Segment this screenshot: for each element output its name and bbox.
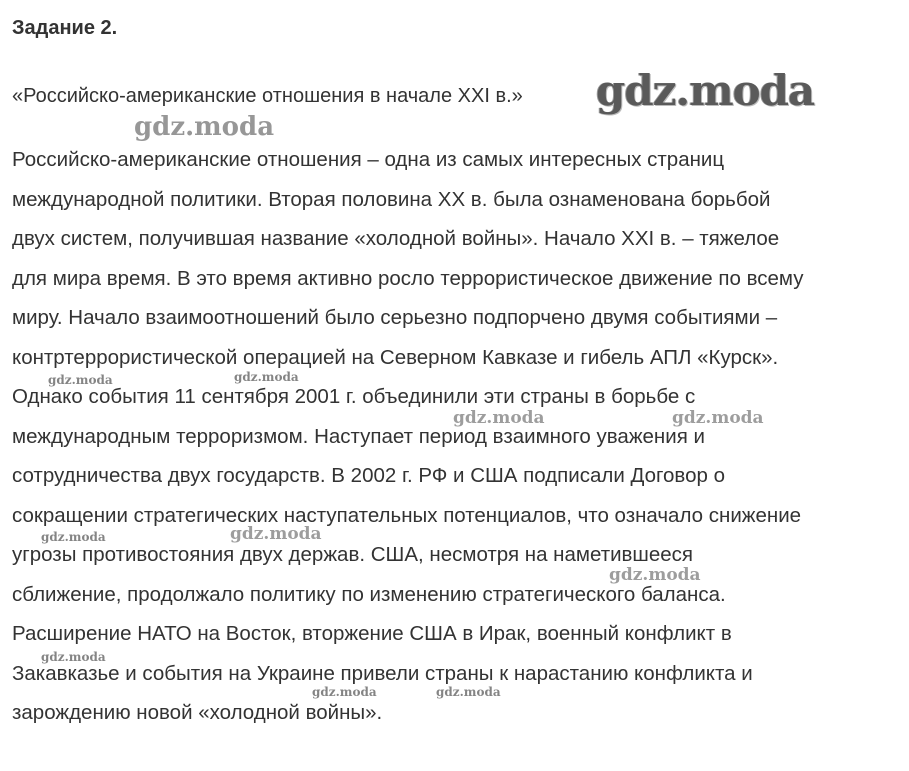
watermark-logo: gdz.moda [453,408,545,428]
watermark-logo: gdz.moda [672,408,764,428]
essay-line: Однако события 11 сентября 2001 г. объединили эти страны в борьбе с [12,385,696,408]
essay-line: для мира время. В это время активно росло террористическое движение по всему [12,266,804,290]
essay-line: Расширение НАТО на Восток, вторжение США в Ирак, военный конфликт в [12,622,732,645]
essay-line: двух систем, получившая название «холодной войны». Начало XXI в. – тяжелое [12,227,780,250]
essay-line: Российско-американские отношения – одна из самых интересных страниц [12,148,725,171]
essay-line: контртеррористической операцией на Северном Кавказе и гибель АПЛ «Курск». [12,345,779,369]
watermark-logo: gdz.moda [596,66,815,115]
essay-line: зарождению новой «холодной войны». [12,701,383,724]
watermark-logo: gdz.moda [436,685,501,699]
essay-line: сокращении стратегических наступательных потенциалов, что означало снижение [12,503,802,527]
task-heading: Задание 2. [12,17,118,39]
essay-line: международным терроризмом. Наступает период взаимного уважения и [12,424,705,448]
watermark-logo: gdz.moda [312,685,377,699]
watermark-logo: gdz.moda [48,373,113,387]
watermark-logo: gdz.moda [134,112,275,142]
essay-line: угрозы противостояния двух держав. США, несмотря на наметившееся [12,543,694,566]
essay-line: сотрудничества двух государств. В 2002 г. РФ и США подписали Договор о [12,464,725,487]
essay-line: миру. Начало взаимоотношений было серьезно подпорчено двумя событиями – [12,306,778,329]
essay-topic: «Российско-американские отношения в начале XXI в.» [12,85,523,107]
essay-line: сближение, продолжало политику по изменению стратегического баланса. [12,582,726,606]
watermark-logo: gdz.moda [41,650,106,664]
watermark-logo: gdz.moda [41,530,106,544]
essay-line: международной политики. Вторая половина XX в. была ознаменована борьбой [12,187,771,211]
watermark-logo: gdz.moda [609,565,701,585]
watermark-logo: gdz.moda [234,370,299,384]
watermark-logo: gdz.moda [230,524,322,544]
essay-body [12,140,902,733]
essay-line: Закавказье и события на Украине привели страны к нарастанию конфликта и [12,661,753,685]
